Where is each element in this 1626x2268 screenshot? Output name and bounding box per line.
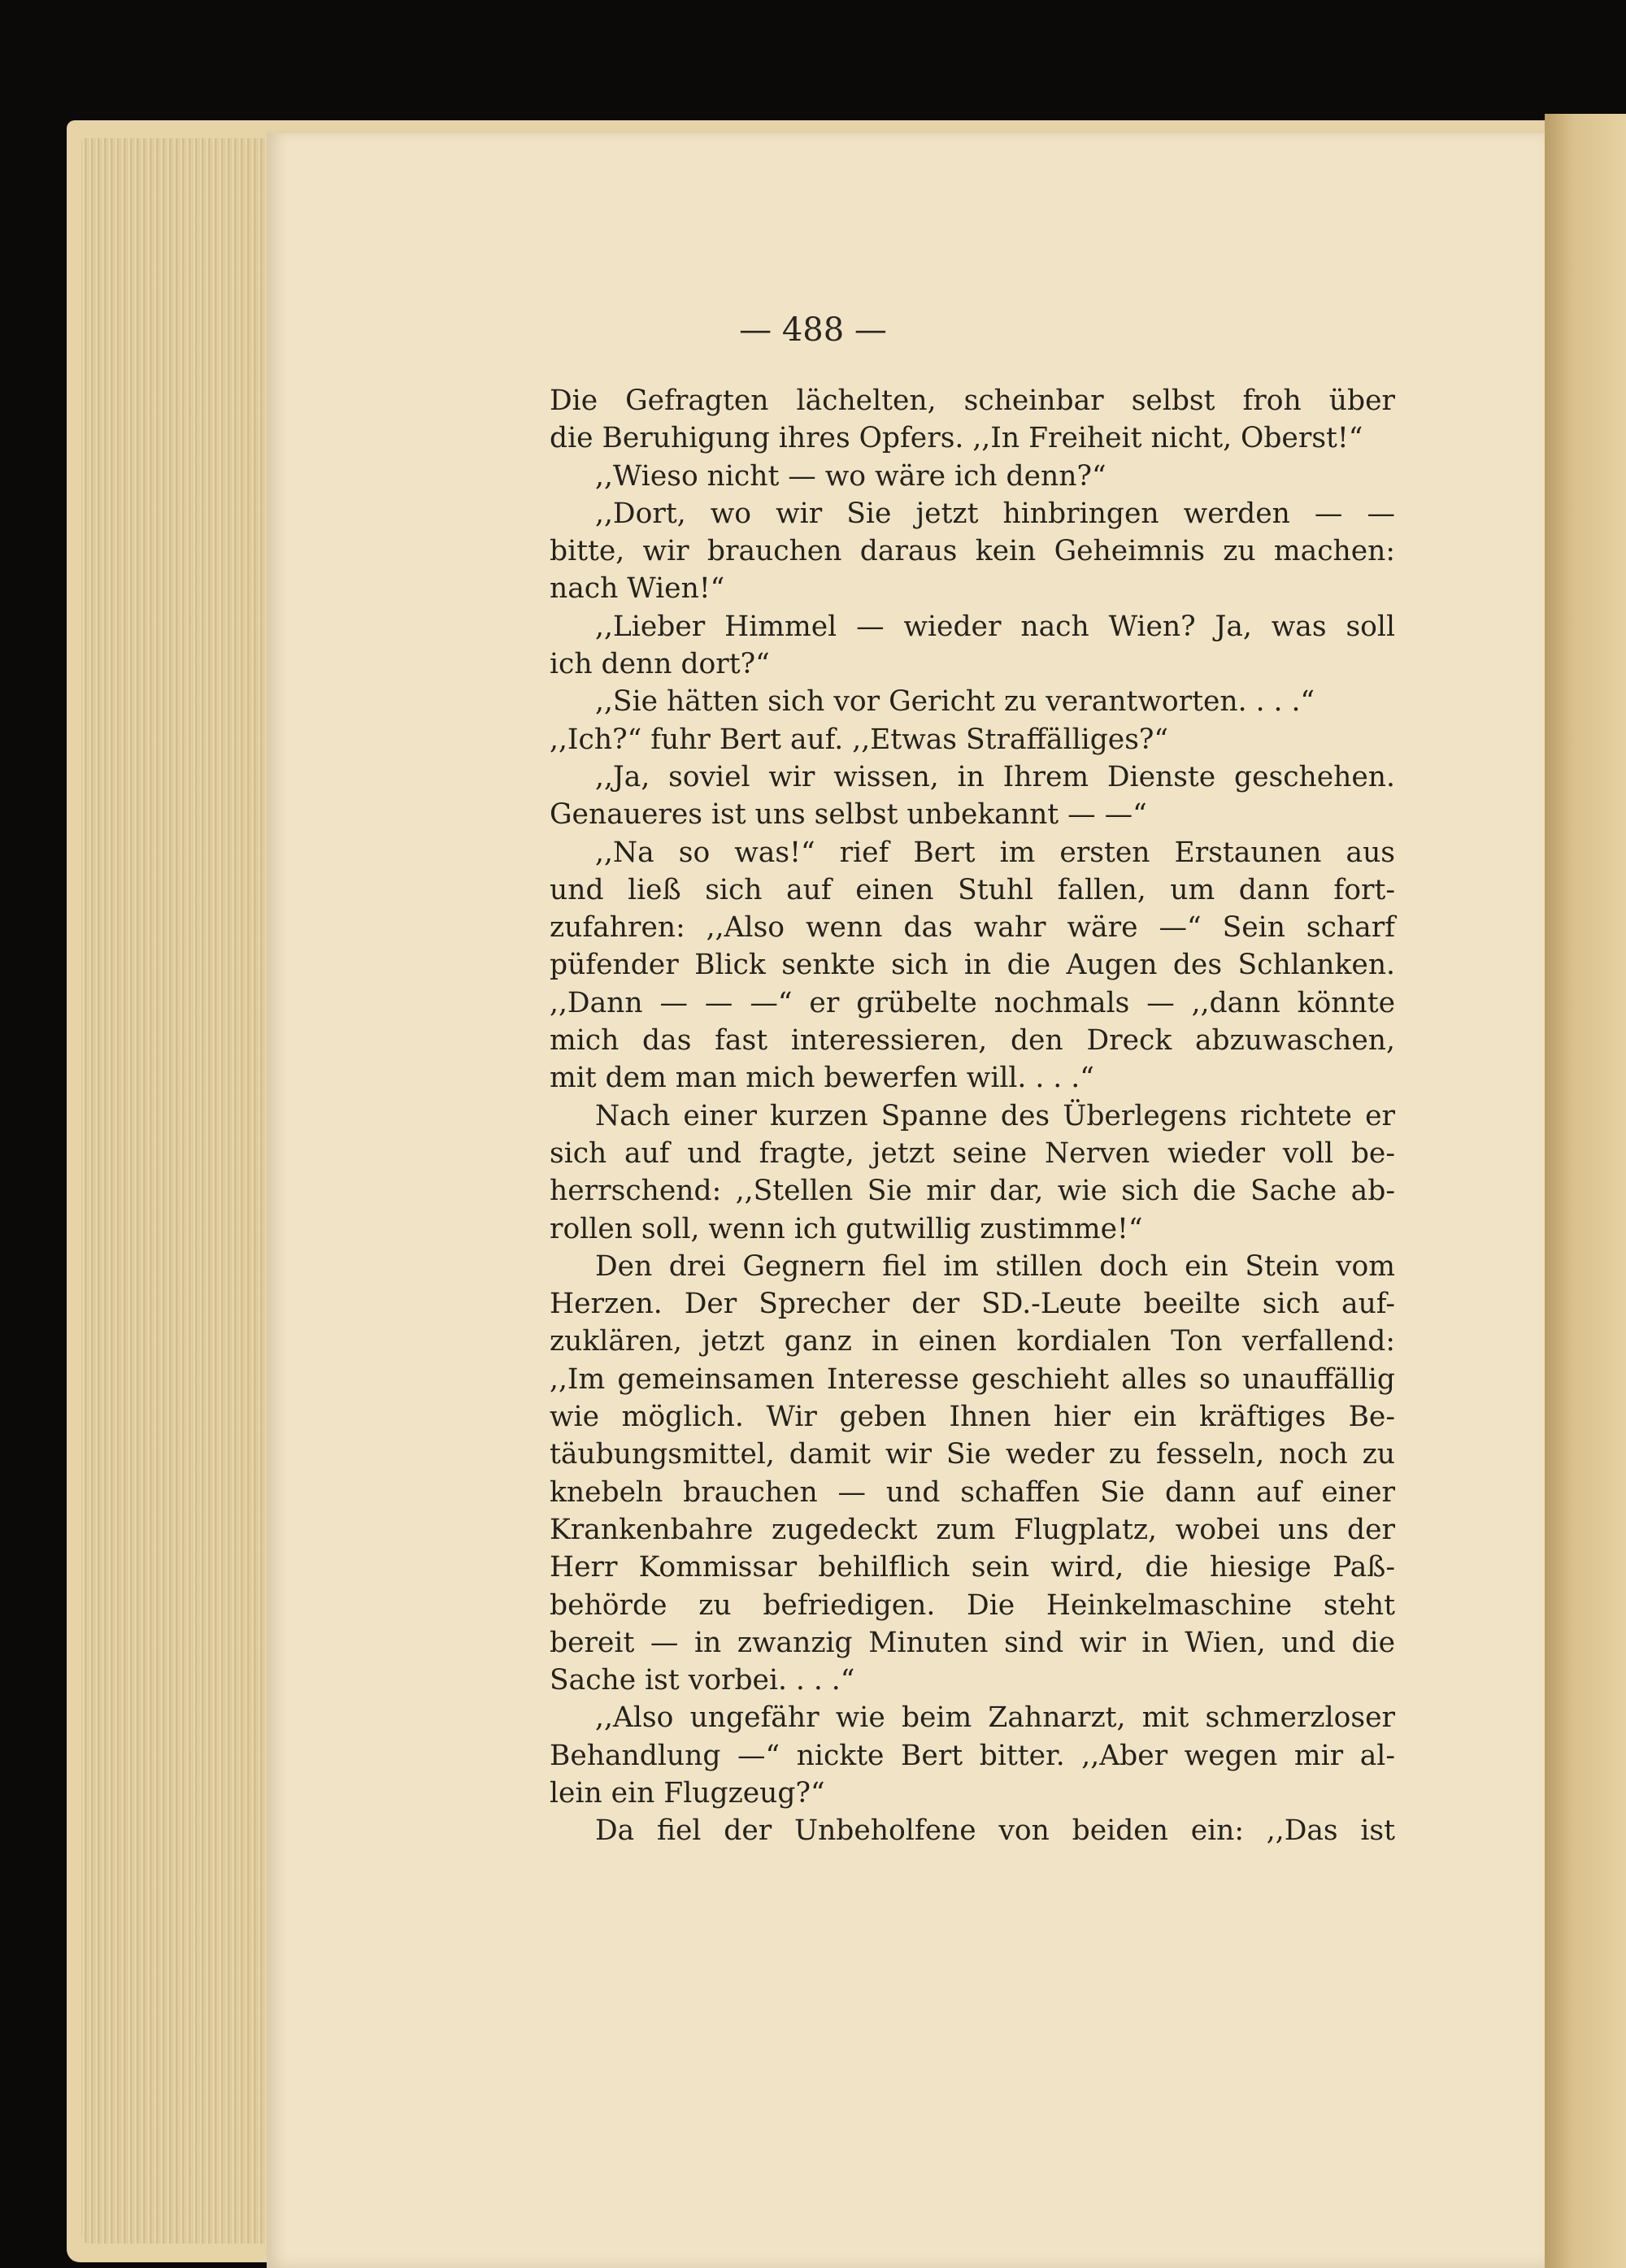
facing-page-edge bbox=[1545, 114, 1626, 2268]
text-line: ,,Dann — — —“ er grübelte nochmals — ,,dann könnte bbox=[550, 986, 1395, 1019]
text-line: knebeln brauchen — und schaffen Sie dann auf einer bbox=[550, 1475, 1395, 1509]
text-line: täubungsmittel, damit wir Sie weder zu fesseln, noch zu bbox=[550, 1438, 1395, 1471]
text-line: ,,Dort, wo wir Sie jetzt hinbringen werden — — bbox=[595, 497, 1395, 530]
text-line: ,,Lieber Himmel — wieder nach Wien? Ja, was soll bbox=[595, 610, 1395, 643]
text-line: ,,Ich?“ fuhr Bert auf. ,,Etwas Straffälliges?“ bbox=[550, 723, 1169, 756]
text-line: bereit — in zwanzig Minuten sind wir in Wien, und die bbox=[550, 1626, 1395, 1659]
text-line: püfender Blick senkte sich in die Augen des Schlanken. bbox=[550, 949, 1395, 982]
text-line: behörde zu befriedigen. Die Heinkelmaschine steht bbox=[550, 1588, 1395, 1622]
text-line: ,,Wieso nicht — wo wäre ich denn?“ bbox=[595, 459, 1106, 493]
text-line: Herzen. Der Sprecher der SD.-Leute beeilte sich auf- bbox=[550, 1288, 1395, 1321]
text-line: Behandlung —“ nickte Bert bitter. ,,Aber wegen mir al- bbox=[550, 1739, 1395, 1772]
text-line: ich denn dort?“ bbox=[550, 648, 770, 681]
page-top-edge bbox=[267, 130, 1545, 133]
page-number: — 488 — bbox=[739, 311, 887, 349]
text-line: Genaueres ist uns selbst unbekannt — —“ bbox=[550, 798, 1147, 832]
text-line: bitte, wir brauchen daraus kein Geheimnis zu machen: bbox=[550, 535, 1395, 568]
text-line: ,,Also ungefähr wie beim Zahnarzt, mit schmerzloser bbox=[595, 1701, 1395, 1735]
text-line: zufahren: ,,Also wenn das wahr wäre —“ Sein scharf bbox=[550, 911, 1395, 945]
text-line: die Beruhigung ihres Opfers. ,,In Freiheit nicht, Oberst!“ bbox=[550, 422, 1363, 455]
text-line: rollen soll, wenn ich gutwillig zustimme!“ bbox=[550, 1212, 1143, 1245]
text-line: Herr Kommissar behilflich sein wird, die hiesige Paß- bbox=[550, 1551, 1395, 1584]
text-line: ,,Sie hätten sich vor Gericht zu verantworten. . . .“ bbox=[595, 685, 1315, 719]
text-line: ,,Im gemeinsamen Interesse geschieht alles so unauffällig bbox=[550, 1362, 1395, 1396]
text-line: nach Wien!“ bbox=[550, 572, 725, 606]
text-line: ,,Na so was!“ rief Bert im ersten Erstaunen aus bbox=[595, 836, 1395, 869]
text-line: herrschend: ,,Stellen Sie mir dar, wie sich die Sache ab- bbox=[550, 1175, 1395, 1208]
text-line: lein ein Flugzeug?“ bbox=[550, 1776, 825, 1810]
text-line: Die Gefragten lächelten, scheinbar selbst froh über bbox=[550, 385, 1395, 417]
text-line: ,,Ja, soviel wir wissen, in Ihrem Dienste geschehen. bbox=[595, 760, 1395, 793]
text-line: sich auf und fragte, jetzt seine Nerven wieder voll be- bbox=[550, 1136, 1395, 1170]
text-line: wie möglich. Wir geben Ihnen hier ein kräftiges Be- bbox=[550, 1401, 1395, 1434]
text-line: mich das fast interessieren, den Dreck abzuwaschen, bbox=[550, 1024, 1395, 1058]
page-stack-edges bbox=[81, 138, 276, 2244]
text-line: Krankenbahre zugedeckt zum Flugplatz, wobei uns der bbox=[550, 1513, 1395, 1546]
text-line: mit dem man mich bewerfen will. . . .“ bbox=[550, 1062, 1094, 1095]
body-text bbox=[550, 382, 1395, 1850]
text-line: Den drei Gegnern fiel im stillen doch ein Stein vom bbox=[595, 1249, 1395, 1283]
text-line: Sache ist vorbei. . . .“ bbox=[550, 1664, 855, 1697]
text-line: zuklären, jetzt ganz in einen kordialen Ton verfallend: bbox=[550, 1325, 1395, 1358]
text-line: Da fiel der Unbeholfene von beiden ein: ,,Das ist bbox=[595, 1814, 1395, 1848]
text-line: Nach einer kurzen Spanne des Überlegens richtete er bbox=[595, 1099, 1395, 1132]
text-line: und ließ sich auf einen Stuhl fallen, um dann fort- bbox=[550, 873, 1395, 906]
